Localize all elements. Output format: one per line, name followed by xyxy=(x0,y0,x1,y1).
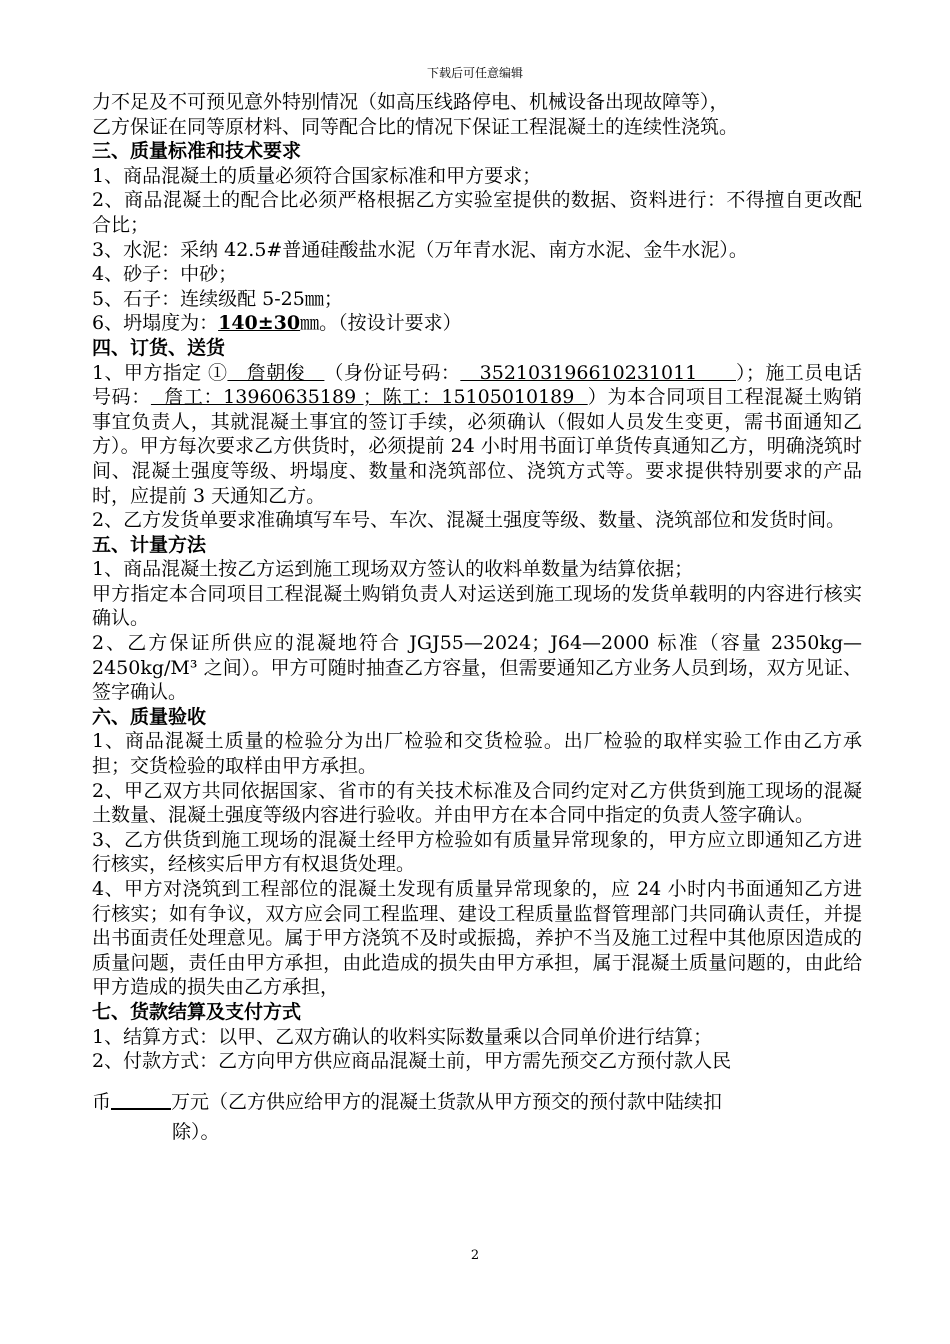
text-run: ）； xyxy=(735,361,765,384)
section-title: 七、货款结算及支付方式 xyxy=(92,1000,302,1023)
phone-numbers: 詹工：13960635189 ；陈工：15105010189 xyxy=(150,386,588,409)
section-title: 三、质量标准和技术要求 xyxy=(92,140,302,163)
paragraph: 5、石子：连续级配 5-25㎜； xyxy=(92,287,343,310)
paragraph: 1、商品混凝土的质量必须符合国家标准和甲方要求； xyxy=(92,164,542,187)
section-title: 五、计量方法 xyxy=(92,533,207,556)
paragraph: 1、商品混凝土质量的检验分为出厂检验和交货检验。出厂检验的取样实验工作由乙方承担；交货检验的取样由甲方承担。 xyxy=(92,730,862,778)
text-run: 币 xyxy=(92,1090,112,1113)
paragraph: 2、商品混凝土的配合比必须严格根据乙方实验室提供的数据、资料进行：不得擅自更改配合比； xyxy=(92,189,862,236)
text-run: ）为本合同项目工程混凝土购销事宜负责人，其就混凝土事宜的签订手续，必须确认（假如人员发生变更，需书面通知乙方）。甲方每次要求乙方供货时，必须提前 24 小时用书面订单货传真通知乙方，明确浇筑时间、混凝土强度等级、坍塌度、数量和浇筑部位、浇筑方式等。要求提供特别要求的产品时，应提前 3 天通知乙方。 xyxy=(92,386,862,507)
section-title: 四、订货、送货 xyxy=(92,336,226,359)
paragraph: 力不足及不可预见意外特别情况（如高压线路停电、机械设备出现故障等）， xyxy=(92,91,729,113)
slump-unit: ㎜。（按设计要求） xyxy=(300,312,462,335)
paragraph xyxy=(92,361,862,509)
text-run: （身份证号码： xyxy=(324,361,461,384)
section-title: 六、质量验收 xyxy=(92,705,207,728)
paragraph: 4、砂子：中砂； xyxy=(92,263,238,286)
paragraph xyxy=(92,1090,862,1115)
paragraph: 4、甲方对浇筑到工程部位的混凝土发现有质量异常现象的，应 24 小时内书面通知乙方进行核实；如有争议，双方应会同工程监理、建设工程质量监督管理部门共同确认责任，并提出书面责任处理意见。属于甲方浇筑不及时或振捣，养护不当及施工过程中其他原因造成的质量问题，责任由甲方承担，由此造成的损失由甲方承担，属于混凝土质量问题的，由此给甲方造成的损失由乙方承担， xyxy=(92,878,862,999)
paragraph: 甲方指定本合同项目工程混凝土购销负责人对运送到施工现场的发货单载明的内容进行核实确认。 xyxy=(92,582,862,630)
text-run: 万元（乙方供应给甲方的混凝土货款从甲方预交的预付款中陆续扣 xyxy=(171,1090,723,1113)
paragraph xyxy=(92,311,862,336)
paragraph: 除）。 xyxy=(172,1121,220,1144)
text-run: 施工员电话号码： xyxy=(92,361,862,409)
paragraph: 1、结算方式：以甲、乙双方确认的收料实际数量乘以合同单价进行结算； xyxy=(92,1025,713,1048)
paragraph: 2、付款方式：乙方向甲方供应商品混凝土前，甲方需先预交乙方预付款人民 xyxy=(92,1050,732,1073)
designee-name: 詹朝俊 xyxy=(227,361,325,384)
page-number: 2 xyxy=(470,1248,480,1263)
slump-label: 6、坍塌度为： xyxy=(92,312,219,335)
page-header: 下载后可任意编辑 xyxy=(426,66,523,80)
paragraph: 2、乙方发货单要求准确填写车号、车次、混凝土强度等级、数量、浇筑部位和发货时间。 xyxy=(92,509,846,532)
paragraph: 3、乙方供货到施工现场的混凝土经甲方检验如有质量异常现象的，甲方应立即通知乙方进行核实，经核实后甲方有权退货处理。 xyxy=(92,828,862,876)
id-number: 352103196610231011 xyxy=(460,361,736,384)
contract-body xyxy=(92,90,862,1145)
paragraph: 1、商品混凝土按乙方运到施工现场双方签认的收料单数量为结算依据； xyxy=(92,558,694,581)
slump-value: 140±30 xyxy=(218,312,301,335)
paragraph: 3、水泥：采纳 42.5#普通硅酸盐水泥（万年青水泥、南方水泥、金牛水泥）。 xyxy=(92,238,748,261)
amount-blank[interactable] xyxy=(111,1090,171,1110)
paragraph: 2、乙方保证所供应的混凝地符合 JGJ55—2024；J64—2000 标准（容量 2350kg—2450kg/M³ 之间）。甲方可随时抽查乙方容量，但需要通知乙方业务人员到场，双方见证、签字确认。 xyxy=(92,632,862,704)
paragraph: 乙方保证在同等原材料、同等配合比的情况下保证工程混凝土的连续性浇筑。 xyxy=(92,115,739,138)
paragraph: 2、甲乙双方共同依据国家、省市的有关技术标准及合同约定对乙方供货到施工现场的混凝土数量、混凝土强度等级内容进行验收。并由甲方在本合同中指定的负责人签字确认。 xyxy=(92,779,862,827)
text-run: 1、甲方指定 ① xyxy=(92,361,228,384)
